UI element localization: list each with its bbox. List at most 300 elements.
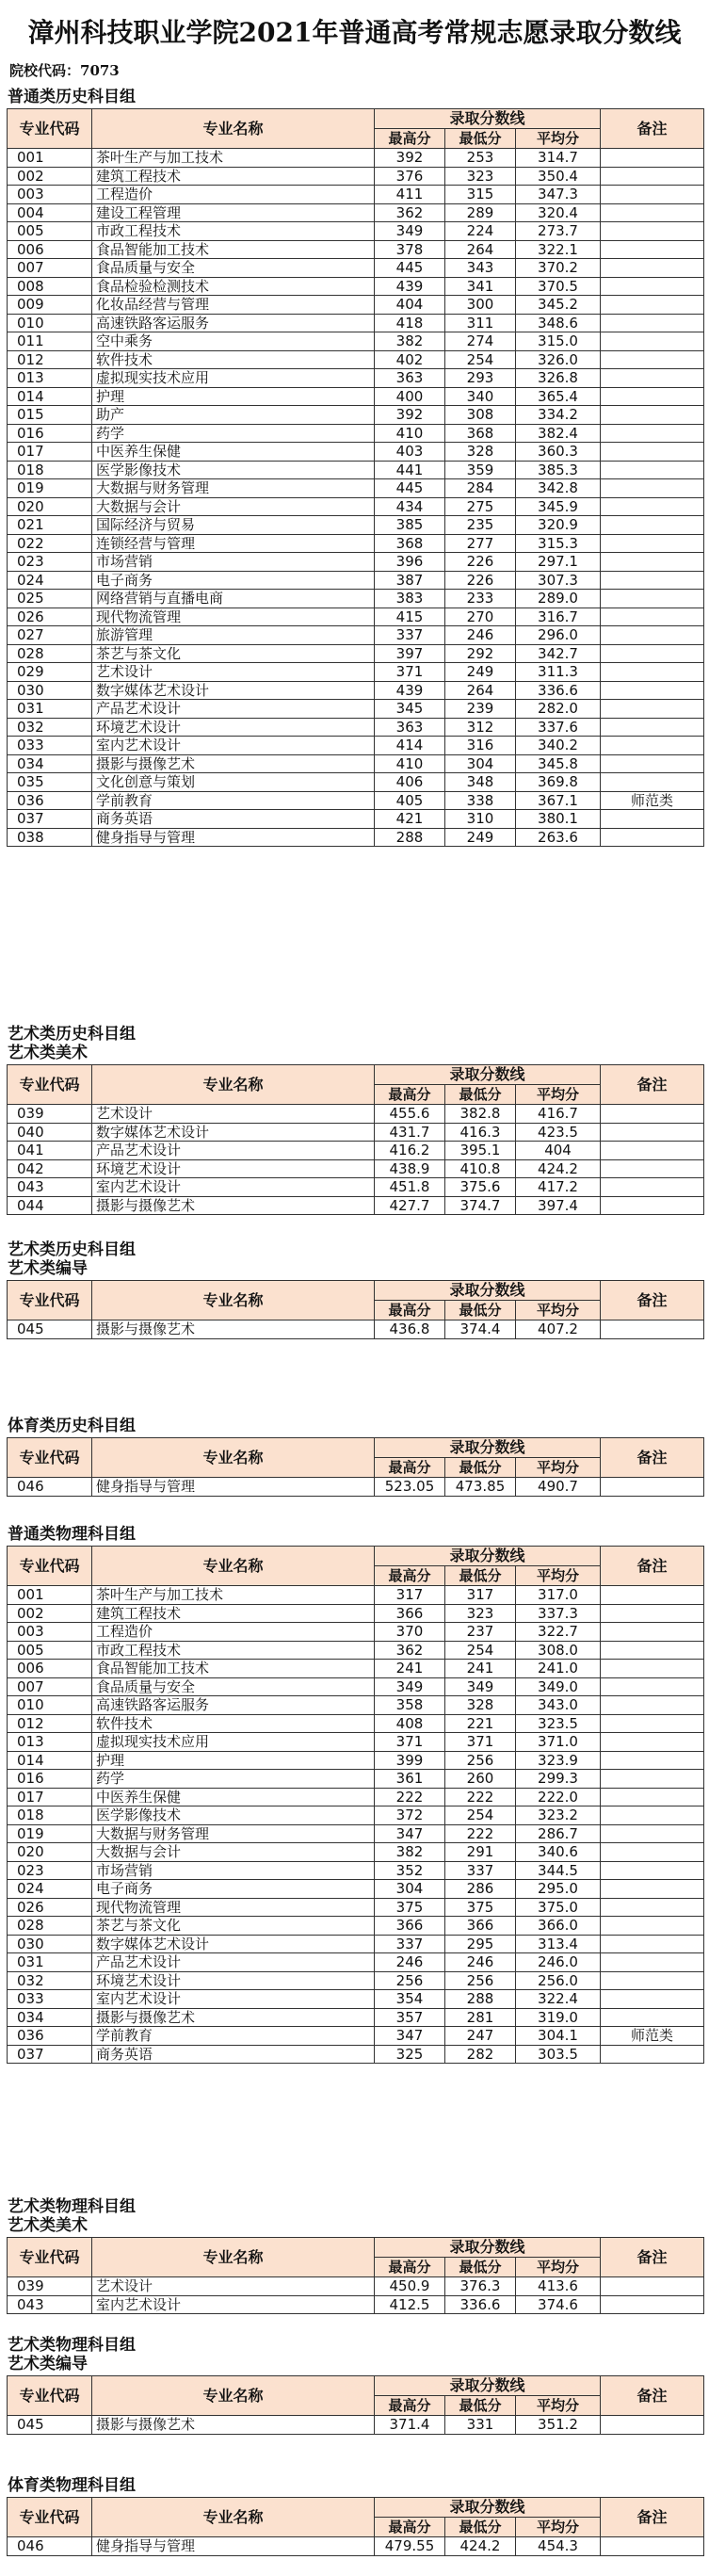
max-score: 347 — [375, 1824, 445, 1843]
major-name: 市场营销 — [92, 553, 375, 572]
note — [601, 1178, 704, 1197]
min-score: 336.6 — [445, 2295, 516, 2314]
note — [601, 608, 704, 626]
major-code: 007 — [8, 1677, 92, 1696]
major-name: 产品艺术设计 — [92, 700, 375, 719]
header-score: 录取分数线 — [375, 2376, 601, 2396]
major-name: 大数据与财务管理 — [92, 479, 375, 498]
max-score: 414 — [375, 737, 445, 755]
major-code: 033 — [8, 737, 92, 755]
note — [601, 737, 704, 755]
avg-score: 320.4 — [516, 203, 601, 222]
section-heading: 艺术类美术 — [8, 1044, 88, 1062]
major-name: 大数据与财务管理 — [92, 1824, 375, 1843]
note — [601, 1770, 704, 1789]
avg-score: 365.4 — [516, 387, 601, 406]
major-code: 022 — [8, 534, 92, 553]
avg-score: 222.0 — [516, 1788, 601, 1806]
section-heading: 普通类物理科目组 — [8, 1525, 136, 1544]
note — [601, 754, 704, 773]
avg-score: 375.0 — [516, 1898, 601, 1917]
note: 师范类 — [601, 2027, 704, 2046]
major-name: 摄影与摄像艺术 — [92, 2416, 375, 2435]
max-score: 445 — [375, 479, 445, 498]
avg-score: 345.8 — [516, 754, 601, 773]
section-heading: 艺术类物理科目组 — [8, 2336, 136, 2355]
header-max: 最高分 — [375, 1566, 445, 1586]
page-title: 漳州科技职业学院2021年普通高考常规志愿录取分数线 — [27, 17, 682, 48]
table-row — [8, 626, 704, 645]
major-name: 市政工程技术 — [92, 222, 375, 241]
major-code: 002 — [8, 167, 92, 186]
min-score: 274 — [445, 332, 516, 351]
avg-score: 303.5 — [516, 2045, 601, 2064]
header-note: 备注 — [601, 1065, 704, 1105]
major-name: 茶艺与茶文化 — [92, 1917, 375, 1936]
note — [601, 296, 704, 315]
max-score: 382 — [375, 332, 445, 351]
note — [601, 1623, 704, 1642]
max-score: 349 — [375, 1677, 445, 1696]
table-row — [8, 700, 704, 719]
major-name: 摄影与摄像艺术 — [92, 1196, 375, 1215]
max-score: 404 — [375, 296, 445, 315]
avg-score: 340.6 — [516, 1843, 601, 1862]
avg-score: 337.3 — [516, 1604, 601, 1623]
major-code: 013 — [8, 369, 92, 388]
major-code: 001 — [8, 1586, 92, 1605]
avg-score: 295.0 — [516, 1880, 601, 1899]
major-code: 034 — [8, 754, 92, 773]
major-name: 学前教育 — [92, 791, 375, 810]
header-avg: 平均分 — [516, 2518, 601, 2537]
major-name: 文化创意与策划 — [92, 773, 375, 792]
major-name: 助产 — [92, 406, 375, 425]
max-score: 366 — [375, 1917, 445, 1936]
major-code: 038 — [8, 828, 92, 847]
note — [601, 332, 704, 351]
max-score: 441 — [375, 461, 445, 479]
table-row — [8, 2008, 704, 2027]
avg-score: 413.6 — [516, 2277, 601, 2296]
min-score: 304 — [445, 754, 516, 773]
note — [601, 1696, 704, 1715]
header-max: 最高分 — [375, 2258, 445, 2277]
avg-score: 404 — [516, 1142, 601, 1160]
table-row — [8, 277, 704, 296]
max-score: 410 — [375, 754, 445, 773]
header-code: 专业代码 — [8, 2376, 92, 2416]
note — [601, 1641, 704, 1660]
score-table — [7, 2375, 704, 2435]
table-row — [8, 314, 704, 332]
note — [601, 1971, 704, 1990]
major-name: 食品质量与安全 — [92, 1677, 375, 1696]
major-code: 004 — [8, 203, 92, 222]
major-code: 046 — [8, 1478, 92, 1497]
max-score: 375 — [375, 1898, 445, 1917]
table-row — [8, 590, 704, 608]
max-score: 371.4 — [375, 2416, 445, 2435]
min-score: 300 — [445, 296, 516, 315]
table-row — [8, 1320, 704, 1339]
note — [601, 663, 704, 682]
note — [601, 186, 704, 204]
major-name: 茶叶生产与加工技术 — [92, 149, 375, 168]
note — [601, 516, 704, 535]
major-name: 药学 — [92, 1770, 375, 1789]
table-row — [8, 1677, 704, 1696]
major-code: 040 — [8, 1123, 92, 1142]
avg-score: 351.2 — [516, 2416, 601, 2435]
major-code: 008 — [8, 277, 92, 296]
major-name: 室内艺术设计 — [92, 737, 375, 755]
table-row — [8, 2416, 704, 2435]
major-code: 024 — [8, 571, 92, 590]
major-code: 003 — [8, 186, 92, 204]
major-code: 028 — [8, 1917, 92, 1936]
min-score: 282 — [445, 2045, 516, 2064]
table-row — [8, 1714, 704, 1733]
min-score: 288 — [445, 1990, 516, 2009]
header-max: 最高分 — [375, 2396, 445, 2416]
header-name: 专业名称 — [92, 1438, 375, 1478]
max-score: 368 — [375, 534, 445, 553]
min-score: 374.7 — [445, 1196, 516, 1215]
major-name: 环境艺术设计 — [92, 1971, 375, 1990]
note — [601, 571, 704, 590]
avg-score: 344.5 — [516, 1861, 601, 1880]
major-code: 003 — [8, 1623, 92, 1642]
major-code: 031 — [8, 1953, 92, 1972]
note — [601, 1861, 704, 1880]
table-row — [8, 1971, 704, 1990]
score-table — [7, 1546, 704, 2064]
max-score: 445 — [375, 259, 445, 278]
note — [601, 1320, 704, 1339]
table-row — [8, 424, 704, 443]
max-score: 450.9 — [375, 2277, 445, 2296]
note — [601, 424, 704, 443]
avg-score: 326.8 — [516, 369, 601, 388]
min-score: 254 — [445, 1641, 516, 1660]
avg-score: 417.2 — [516, 1178, 601, 1197]
header-name: 专业名称 — [92, 2498, 375, 2537]
min-score: 221 — [445, 1714, 516, 1733]
note — [601, 314, 704, 332]
min-score: 315 — [445, 186, 516, 204]
max-score: 385 — [375, 516, 445, 535]
avg-score: 323.2 — [516, 1806, 601, 1825]
avg-score: 397.4 — [516, 1196, 601, 1215]
avg-score: 323.9 — [516, 1751, 601, 1770]
avg-score: 336.6 — [516, 681, 601, 700]
min-score: 281 — [445, 2008, 516, 2027]
header-min: 最低分 — [445, 129, 516, 149]
major-name: 茶叶生产与加工技术 — [92, 1586, 375, 1605]
note — [601, 553, 704, 572]
header-max: 最高分 — [375, 1085, 445, 1105]
max-score: 439 — [375, 277, 445, 296]
avg-score: 490.7 — [516, 1478, 601, 1497]
min-score: 395.1 — [445, 1142, 516, 1160]
major-code: 021 — [8, 516, 92, 535]
note — [601, 1935, 704, 1953]
avg-score: 360.3 — [516, 443, 601, 462]
major-code: 029 — [8, 663, 92, 682]
note — [601, 1714, 704, 1733]
min-score: 473.85 — [445, 1478, 516, 1497]
table-row — [8, 1935, 704, 1953]
major-name: 艺术设计 — [92, 663, 375, 682]
note — [601, 149, 704, 168]
note — [601, 1751, 704, 1770]
note — [601, 461, 704, 479]
major-name: 护理 — [92, 387, 375, 406]
avg-score: 323.5 — [516, 1714, 601, 1733]
avg-score: 308.0 — [516, 1641, 601, 1660]
avg-score: 367.1 — [516, 791, 601, 810]
min-score: 323 — [445, 167, 516, 186]
note — [601, 387, 704, 406]
table-row — [8, 1178, 704, 1197]
header-score: 录取分数线 — [375, 2238, 601, 2258]
major-code: 023 — [8, 553, 92, 572]
major-code: 017 — [8, 1788, 92, 1806]
max-score: 411 — [375, 186, 445, 204]
major-name: 食品检验检测技术 — [92, 277, 375, 296]
max-score: 421 — [375, 810, 445, 829]
max-score: 372 — [375, 1806, 445, 1825]
table-row — [8, 737, 704, 755]
note — [601, 2045, 704, 2064]
major-code: 039 — [8, 2277, 92, 2296]
section-heading: 艺术类物理科目组 — [8, 2197, 136, 2216]
min-score: 247 — [445, 2027, 516, 2046]
avg-score: 340.2 — [516, 737, 601, 755]
avg-score: 382.4 — [516, 424, 601, 443]
table-row — [8, 1623, 704, 1642]
table-row — [8, 1788, 704, 1806]
max-score: 349 — [375, 222, 445, 241]
table-row — [8, 1604, 704, 1623]
note — [601, 1843, 704, 1862]
section-heading: 体育类物理科目组 — [8, 2476, 136, 2495]
table-row — [8, 259, 704, 278]
major-code: 036 — [8, 2027, 92, 2046]
avg-score: 316.7 — [516, 608, 601, 626]
min-score: 254 — [445, 350, 516, 369]
min-score: 256 — [445, 1971, 516, 1990]
major-name: 摄影与摄像艺术 — [92, 2008, 375, 2027]
avg-score: 315.3 — [516, 534, 601, 553]
table-row — [8, 1770, 704, 1789]
min-score: 249 — [445, 663, 516, 682]
min-score: 241 — [445, 1660, 516, 1678]
table-row — [8, 1586, 704, 1605]
max-score: 363 — [375, 718, 445, 737]
major-code: 028 — [8, 644, 92, 663]
major-code: 023 — [8, 1861, 92, 1880]
table-row — [8, 2295, 704, 2314]
section-heading: 艺术类美术 — [8, 2216, 88, 2235]
table-row — [8, 406, 704, 425]
table-row — [8, 1917, 704, 1936]
max-score: 415 — [375, 608, 445, 626]
max-score: 376 — [375, 167, 445, 186]
major-code: 007 — [8, 259, 92, 278]
avg-score: 424.2 — [516, 1159, 601, 1178]
max-score: 325 — [375, 2045, 445, 2064]
note — [601, 626, 704, 645]
header-avg: 平均分 — [516, 2258, 601, 2277]
min-score: 328 — [445, 1696, 516, 1715]
max-score: 304 — [375, 1880, 445, 1899]
avg-score: 345.9 — [516, 497, 601, 516]
table-row — [8, 296, 704, 315]
major-name: 大数据与会计 — [92, 1843, 375, 1862]
avg-score: 347.3 — [516, 186, 601, 204]
min-score: 291 — [445, 1843, 516, 1862]
section-heading: 艺术类历史科目组 — [8, 1025, 136, 1044]
min-score: 416.3 — [445, 1123, 516, 1142]
major-code: 032 — [8, 1971, 92, 1990]
major-code: 039 — [8, 1105, 92, 1124]
avg-score: 349.0 — [516, 1677, 601, 1696]
max-score: 337 — [375, 626, 445, 645]
major-name: 室内艺术设计 — [92, 1990, 375, 2009]
avg-score: 407.2 — [516, 1320, 601, 1339]
major-code: 012 — [8, 350, 92, 369]
major-code: 012 — [8, 1714, 92, 1733]
min-score: 249 — [445, 828, 516, 847]
min-score: 374.4 — [445, 1320, 516, 1339]
table-row — [8, 644, 704, 663]
note — [601, 1604, 704, 1623]
header-avg: 平均分 — [516, 2396, 601, 2416]
major-code: 018 — [8, 1806, 92, 1825]
major-name: 环境艺术设计 — [92, 1159, 375, 1178]
section-heading: 艺术类历史科目组 — [8, 1240, 136, 1259]
max-score: 431.7 — [375, 1123, 445, 1142]
note — [601, 259, 704, 278]
table-row — [8, 332, 704, 351]
major-code: 035 — [8, 773, 92, 792]
max-score: 410 — [375, 424, 445, 443]
max-score: 361 — [375, 1770, 445, 1789]
section-heading: 体育类历史科目组 — [8, 1417, 136, 1435]
major-name: 虚拟现实技术应用 — [92, 1733, 375, 1752]
major-code: 019 — [8, 479, 92, 498]
header-note: 备注 — [601, 1438, 704, 1478]
min-score: 264 — [445, 681, 516, 700]
major-code: 005 — [8, 222, 92, 241]
school-code: 院校代码：7073 — [9, 62, 120, 79]
major-code: 009 — [8, 296, 92, 315]
table-row — [8, 203, 704, 222]
avg-score: 322.1 — [516, 240, 601, 259]
max-score: 222 — [375, 1788, 445, 1806]
note — [601, 1677, 704, 1696]
table-row — [8, 167, 704, 186]
major-name: 空中乘务 — [92, 332, 375, 351]
major-code: 024 — [8, 1880, 92, 1899]
score-table — [7, 1437, 704, 1497]
max-score: 337 — [375, 1935, 445, 1953]
max-score: 392 — [375, 406, 445, 425]
max-score: 436.8 — [375, 1320, 445, 1339]
major-name: 建设工程管理 — [92, 203, 375, 222]
major-code: 018 — [8, 461, 92, 479]
min-score: 424.2 — [445, 2537, 516, 2556]
min-score: 337 — [445, 1861, 516, 1880]
note — [601, 1788, 704, 1806]
section-heading: 艺术类编导 — [8, 2355, 88, 2373]
max-score: 382 — [375, 1843, 445, 1862]
avg-score: 273.7 — [516, 222, 601, 241]
major-name: 艺术设计 — [92, 2277, 375, 2296]
header-code: 专业代码 — [8, 1438, 92, 1478]
major-name: 艺术设计 — [92, 1105, 375, 1124]
score-table — [7, 108, 704, 847]
table-row — [8, 571, 704, 590]
avg-score: 304.1 — [516, 2027, 601, 2046]
avg-score: 296.0 — [516, 626, 601, 645]
major-code: 041 — [8, 1142, 92, 1160]
max-score: 403 — [375, 443, 445, 462]
note — [601, 2416, 704, 2435]
header-name: 专业名称 — [92, 1547, 375, 1586]
header-avg: 平均分 — [516, 1085, 601, 1105]
major-code: 044 — [8, 1196, 92, 1215]
min-score: 270 — [445, 608, 516, 626]
major-name: 产品艺术设计 — [92, 1953, 375, 1972]
max-score: 370 — [375, 1623, 445, 1642]
major-name: 商务英语 — [92, 2045, 375, 2064]
major-name: 电子商务 — [92, 1880, 375, 1899]
max-score: 378 — [375, 240, 445, 259]
avg-score: 334.2 — [516, 406, 601, 425]
major-name: 商务英语 — [92, 810, 375, 829]
major-code: 005 — [8, 1641, 92, 1660]
table-row — [8, 1733, 704, 1752]
header-score: 录取分数线 — [375, 109, 601, 129]
max-score: 363 — [375, 369, 445, 388]
score-table — [7, 1280, 704, 1339]
avg-score: 366.0 — [516, 1917, 601, 1936]
avg-score: 385.3 — [516, 461, 601, 479]
major-code: 014 — [8, 387, 92, 406]
major-name: 现代物流管理 — [92, 1898, 375, 1917]
max-score: 523.05 — [375, 1478, 445, 1497]
major-name: 食品质量与安全 — [92, 259, 375, 278]
note — [601, 1159, 704, 1178]
major-name: 中医养生保健 — [92, 1788, 375, 1806]
note — [601, 1105, 704, 1124]
note — [601, 718, 704, 737]
min-score: 331 — [445, 2416, 516, 2435]
avg-score: 315.0 — [516, 332, 601, 351]
min-score: 286 — [445, 1880, 516, 1899]
major-name: 高速铁路客运服务 — [92, 1696, 375, 1715]
table-row — [8, 1123, 704, 1142]
major-code: 020 — [8, 1843, 92, 1862]
header-name: 专业名称 — [92, 2238, 375, 2277]
header-avg: 平均分 — [516, 1301, 601, 1320]
avg-score: 370.2 — [516, 259, 601, 278]
major-name: 虚拟现实技术应用 — [92, 369, 375, 388]
avg-score: 286.7 — [516, 1824, 601, 1843]
